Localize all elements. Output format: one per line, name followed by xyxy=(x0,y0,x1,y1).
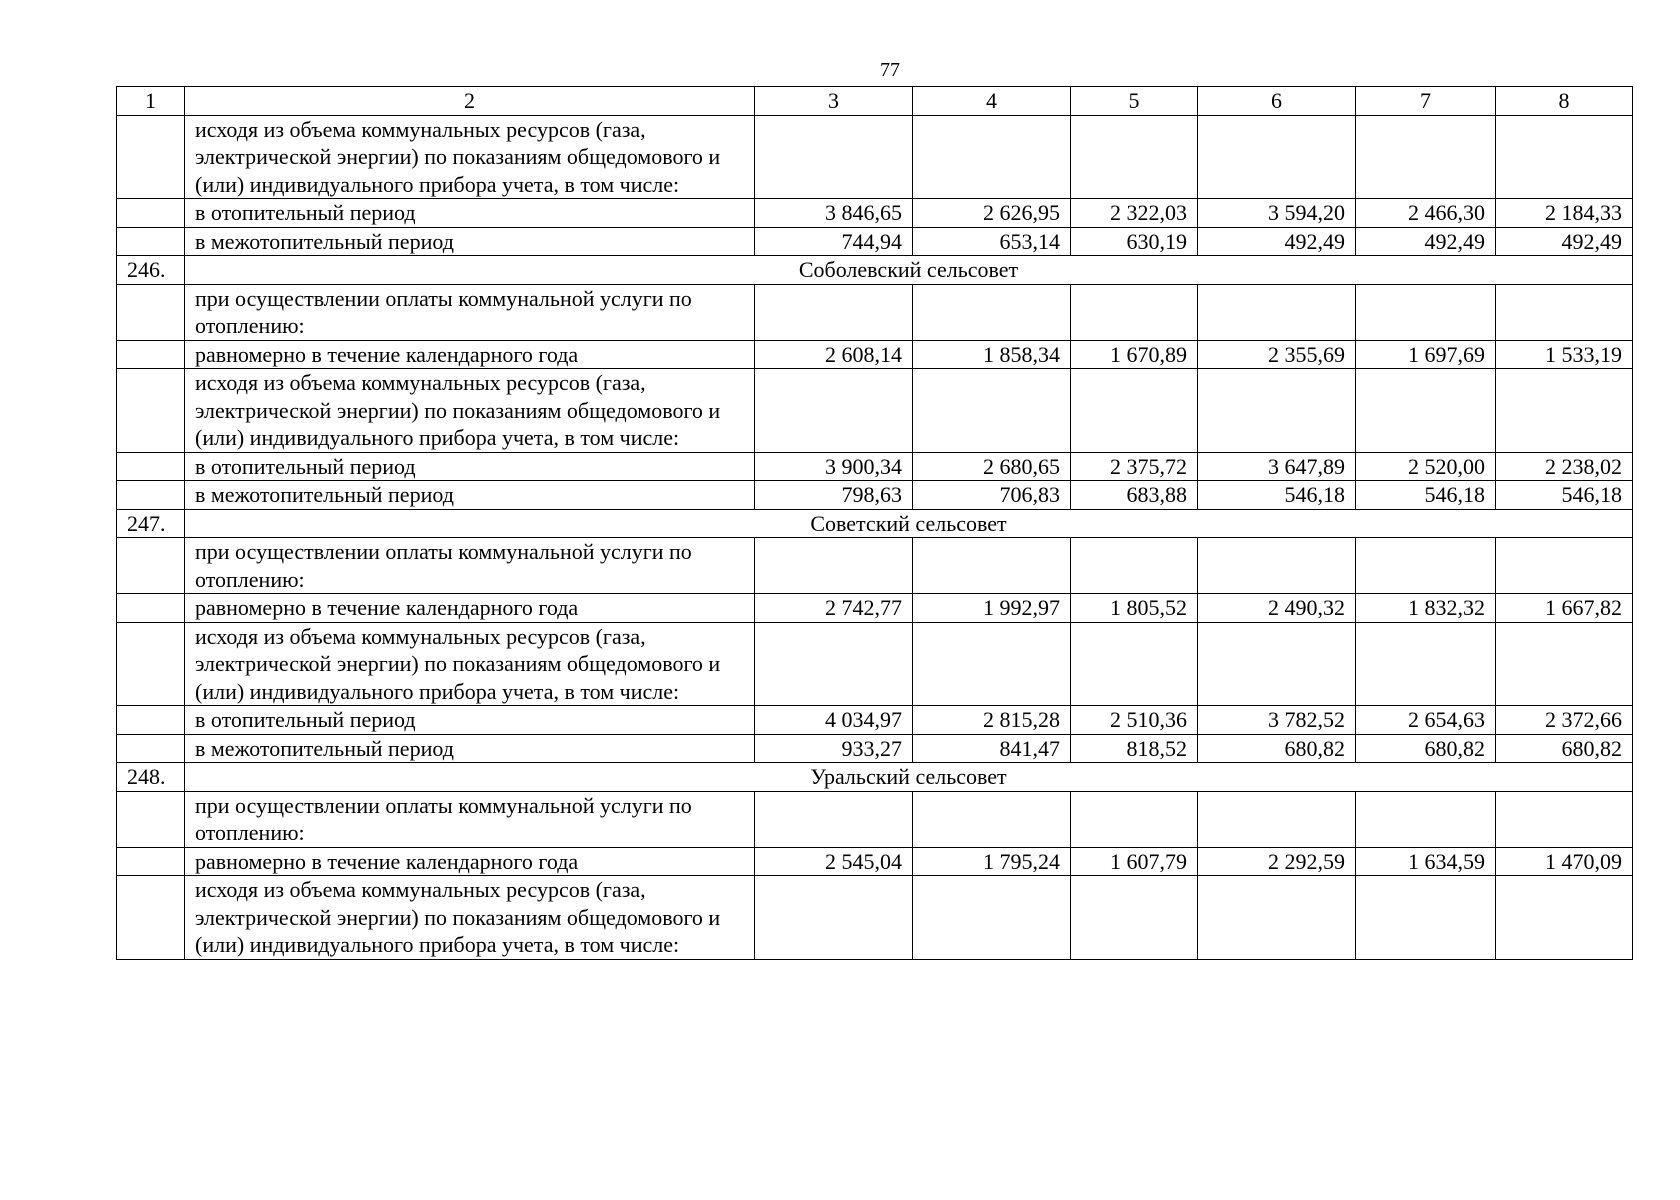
row-index xyxy=(117,227,185,256)
row-label: в отопительный период xyxy=(185,199,755,228)
table-row xyxy=(117,199,1633,228)
column-header: 1 xyxy=(117,87,185,116)
value-cell: 2 466,30 xyxy=(1356,199,1496,228)
value-cell xyxy=(1198,791,1356,847)
value-cell xyxy=(1356,369,1496,453)
value-cell: 744,94 xyxy=(755,227,913,256)
row-label: исходя из объема коммунальных ресурсов (газа, электрической энергии) по показаниям общедомового и (или) индивидуального прибора учета, в том числе: xyxy=(185,115,755,199)
row-index xyxy=(117,706,185,735)
value-cell xyxy=(1071,791,1198,847)
column-header: 7 xyxy=(1356,87,1496,116)
value-cell: 1 634,59 xyxy=(1356,847,1496,876)
value-cell xyxy=(755,622,913,706)
row-index xyxy=(117,369,185,453)
value-cell xyxy=(755,115,913,199)
row-index xyxy=(117,734,185,763)
row-index xyxy=(117,481,185,510)
value-cell: 1 670,89 xyxy=(1071,340,1198,369)
row-label: при осуществлении оплаты коммунальной услуги по отоплению: xyxy=(185,538,755,594)
table-row xyxy=(117,876,1633,960)
value-cell xyxy=(913,115,1071,199)
column-header: 3 xyxy=(755,87,913,116)
value-cell xyxy=(1071,284,1198,340)
row-label: исходя из объема коммунальных ресурсов (газа, электрической энергии) по показаниям общедомового и (или) индивидуального прибора учета, в том числе: xyxy=(185,876,755,960)
value-cell xyxy=(1198,876,1356,960)
row-index: 248. xyxy=(117,763,185,792)
value-cell: 841,47 xyxy=(913,734,1071,763)
table-row xyxy=(117,452,1633,481)
section-title: Уральский сельсовет xyxy=(185,763,1633,792)
value-cell: 3 647,89 xyxy=(1198,452,1356,481)
column-header: 4 xyxy=(913,87,1071,116)
value-cell xyxy=(755,538,913,594)
value-cell xyxy=(1496,622,1633,706)
value-cell xyxy=(913,622,1071,706)
row-label: в межотопительный период xyxy=(185,227,755,256)
table-row xyxy=(117,734,1633,763)
row-index xyxy=(117,594,185,623)
section-row xyxy=(117,256,1633,285)
row-index xyxy=(117,284,185,340)
section-title: Соболевский сельсовет xyxy=(185,256,1633,285)
value-cell xyxy=(755,369,913,453)
column-header: 2 xyxy=(185,87,755,116)
row-index xyxy=(117,115,185,199)
value-cell: 2 654,63 xyxy=(1356,706,1496,735)
row-index xyxy=(117,847,185,876)
column-header: 6 xyxy=(1198,87,1356,116)
value-cell xyxy=(1496,791,1633,847)
table-row xyxy=(117,115,1633,199)
section-title: Советский сельсовет xyxy=(185,509,1633,538)
column-header: 8 xyxy=(1496,87,1633,116)
value-cell: 680,82 xyxy=(1356,734,1496,763)
value-cell: 706,83 xyxy=(913,481,1071,510)
row-index: 246. xyxy=(117,256,185,285)
value-cell xyxy=(1356,115,1496,199)
value-cell: 653,14 xyxy=(913,227,1071,256)
value-cell xyxy=(1356,538,1496,594)
value-cell xyxy=(1198,115,1356,199)
value-cell xyxy=(1356,876,1496,960)
value-cell: 492,49 xyxy=(1198,227,1356,256)
value-cell: 2 680,65 xyxy=(913,452,1071,481)
value-cell xyxy=(913,876,1071,960)
table-row xyxy=(117,594,1633,623)
table-row xyxy=(117,622,1633,706)
section-row xyxy=(117,763,1633,792)
value-cell: 2 815,28 xyxy=(913,706,1071,735)
value-cell xyxy=(1071,369,1198,453)
value-cell: 1 832,32 xyxy=(1356,594,1496,623)
value-cell xyxy=(1356,622,1496,706)
value-cell: 1 470,09 xyxy=(1496,847,1633,876)
table-row xyxy=(117,847,1633,876)
row-index: 247. xyxy=(117,509,185,538)
value-cell: 1 805,52 xyxy=(1071,594,1198,623)
value-cell xyxy=(1496,284,1633,340)
value-cell xyxy=(1356,791,1496,847)
value-cell: 818,52 xyxy=(1071,734,1198,763)
value-cell: 3 846,65 xyxy=(755,199,913,228)
value-cell xyxy=(1496,115,1633,199)
value-cell: 3 782,52 xyxy=(1198,706,1356,735)
value-cell xyxy=(1071,538,1198,594)
value-cell xyxy=(1071,115,1198,199)
table-row xyxy=(117,538,1633,594)
row-index xyxy=(117,876,185,960)
value-cell: 492,49 xyxy=(1356,227,1496,256)
column-header-row xyxy=(117,87,1633,116)
row-index xyxy=(117,538,185,594)
value-cell xyxy=(1496,876,1633,960)
row-index xyxy=(117,452,185,481)
row-label: в межотопительный период xyxy=(185,481,755,510)
value-cell: 4 034,97 xyxy=(755,706,913,735)
value-cell xyxy=(913,284,1071,340)
table-row xyxy=(117,369,1633,453)
value-cell: 492,49 xyxy=(1496,227,1633,256)
row-index xyxy=(117,622,185,706)
value-cell: 3 900,34 xyxy=(755,452,913,481)
value-cell: 546,18 xyxy=(1356,481,1496,510)
table-row xyxy=(117,340,1633,369)
value-cell xyxy=(1496,369,1633,453)
table-row xyxy=(117,481,1633,510)
value-cell: 630,19 xyxy=(1071,227,1198,256)
value-cell: 2 510,36 xyxy=(1071,706,1198,735)
value-cell: 2 608,14 xyxy=(755,340,913,369)
row-label: равномерно в течение календарного года xyxy=(185,594,755,623)
value-cell: 1 795,24 xyxy=(913,847,1071,876)
page-number: 77 xyxy=(880,59,900,81)
value-cell xyxy=(1198,369,1356,453)
value-cell: 2 372,66 xyxy=(1496,706,1633,735)
value-cell: 2 626,95 xyxy=(913,199,1071,228)
value-cell: 1 697,69 xyxy=(1356,340,1496,369)
value-cell: 2 742,77 xyxy=(755,594,913,623)
value-cell xyxy=(1356,284,1496,340)
row-label: в межотопительный период xyxy=(185,734,755,763)
value-cell xyxy=(755,284,913,340)
value-cell: 798,63 xyxy=(755,481,913,510)
value-cell xyxy=(1198,284,1356,340)
value-cell xyxy=(1496,538,1633,594)
value-cell xyxy=(755,791,913,847)
table-row xyxy=(117,227,1633,256)
value-cell xyxy=(913,538,1071,594)
value-cell: 3 594,20 xyxy=(1198,199,1356,228)
table-row xyxy=(117,284,1633,340)
value-cell xyxy=(913,791,1071,847)
value-cell: 683,88 xyxy=(1071,481,1198,510)
value-cell: 1 533,19 xyxy=(1496,340,1633,369)
column-header: 5 xyxy=(1071,87,1198,116)
row-label: в отопительный период xyxy=(185,452,755,481)
row-index xyxy=(117,340,185,369)
row-label: исходя из объема коммунальных ресурсов (газа, электрической энергии) по показаниям общедомового и (или) индивидуального прибора учета, в том числе: xyxy=(185,622,755,706)
row-index xyxy=(117,199,185,228)
row-label: при осуществлении оплаты коммунальной услуги по отоплению: xyxy=(185,791,755,847)
section-row xyxy=(117,509,1633,538)
value-cell xyxy=(1071,622,1198,706)
value-cell: 2 545,04 xyxy=(755,847,913,876)
value-cell: 1 858,34 xyxy=(913,340,1071,369)
value-cell xyxy=(1198,538,1356,594)
value-cell xyxy=(755,876,913,960)
table-row xyxy=(117,706,1633,735)
value-cell: 2 292,59 xyxy=(1198,847,1356,876)
value-cell: 1 607,79 xyxy=(1071,847,1198,876)
row-label: исходя из объема коммунальных ресурсов (газа, электрической энергии) по показаниям общедомового и (или) индивидуального прибора учета, в том числе: xyxy=(185,369,755,453)
value-cell xyxy=(913,369,1071,453)
row-label: равномерно в течение календарного года xyxy=(185,340,755,369)
value-cell: 680,82 xyxy=(1496,734,1633,763)
value-cell: 2 520,00 xyxy=(1356,452,1496,481)
row-label: при осуществлении оплаты коммунальной услуги по отоплению: xyxy=(185,284,755,340)
value-cell xyxy=(1071,876,1198,960)
value-cell: 2 375,72 xyxy=(1071,452,1198,481)
value-cell: 2 322,03 xyxy=(1071,199,1198,228)
value-cell: 1 667,82 xyxy=(1496,594,1633,623)
value-cell: 2 238,02 xyxy=(1496,452,1633,481)
value-cell: 2 355,69 xyxy=(1198,340,1356,369)
value-cell: 1 992,97 xyxy=(913,594,1071,623)
tariff-table xyxy=(116,86,1633,960)
table-body xyxy=(117,87,1633,960)
value-cell: 546,18 xyxy=(1198,481,1356,510)
value-cell: 2 490,32 xyxy=(1198,594,1356,623)
value-cell: 2 184,33 xyxy=(1496,199,1633,228)
value-cell: 546,18 xyxy=(1496,481,1633,510)
row-label: в отопительный период xyxy=(185,706,755,735)
value-cell: 933,27 xyxy=(755,734,913,763)
row-label: равномерно в течение календарного года xyxy=(185,847,755,876)
table-row xyxy=(117,791,1633,847)
value-cell: 680,82 xyxy=(1198,734,1356,763)
value-cell xyxy=(1198,622,1356,706)
row-index xyxy=(117,791,185,847)
